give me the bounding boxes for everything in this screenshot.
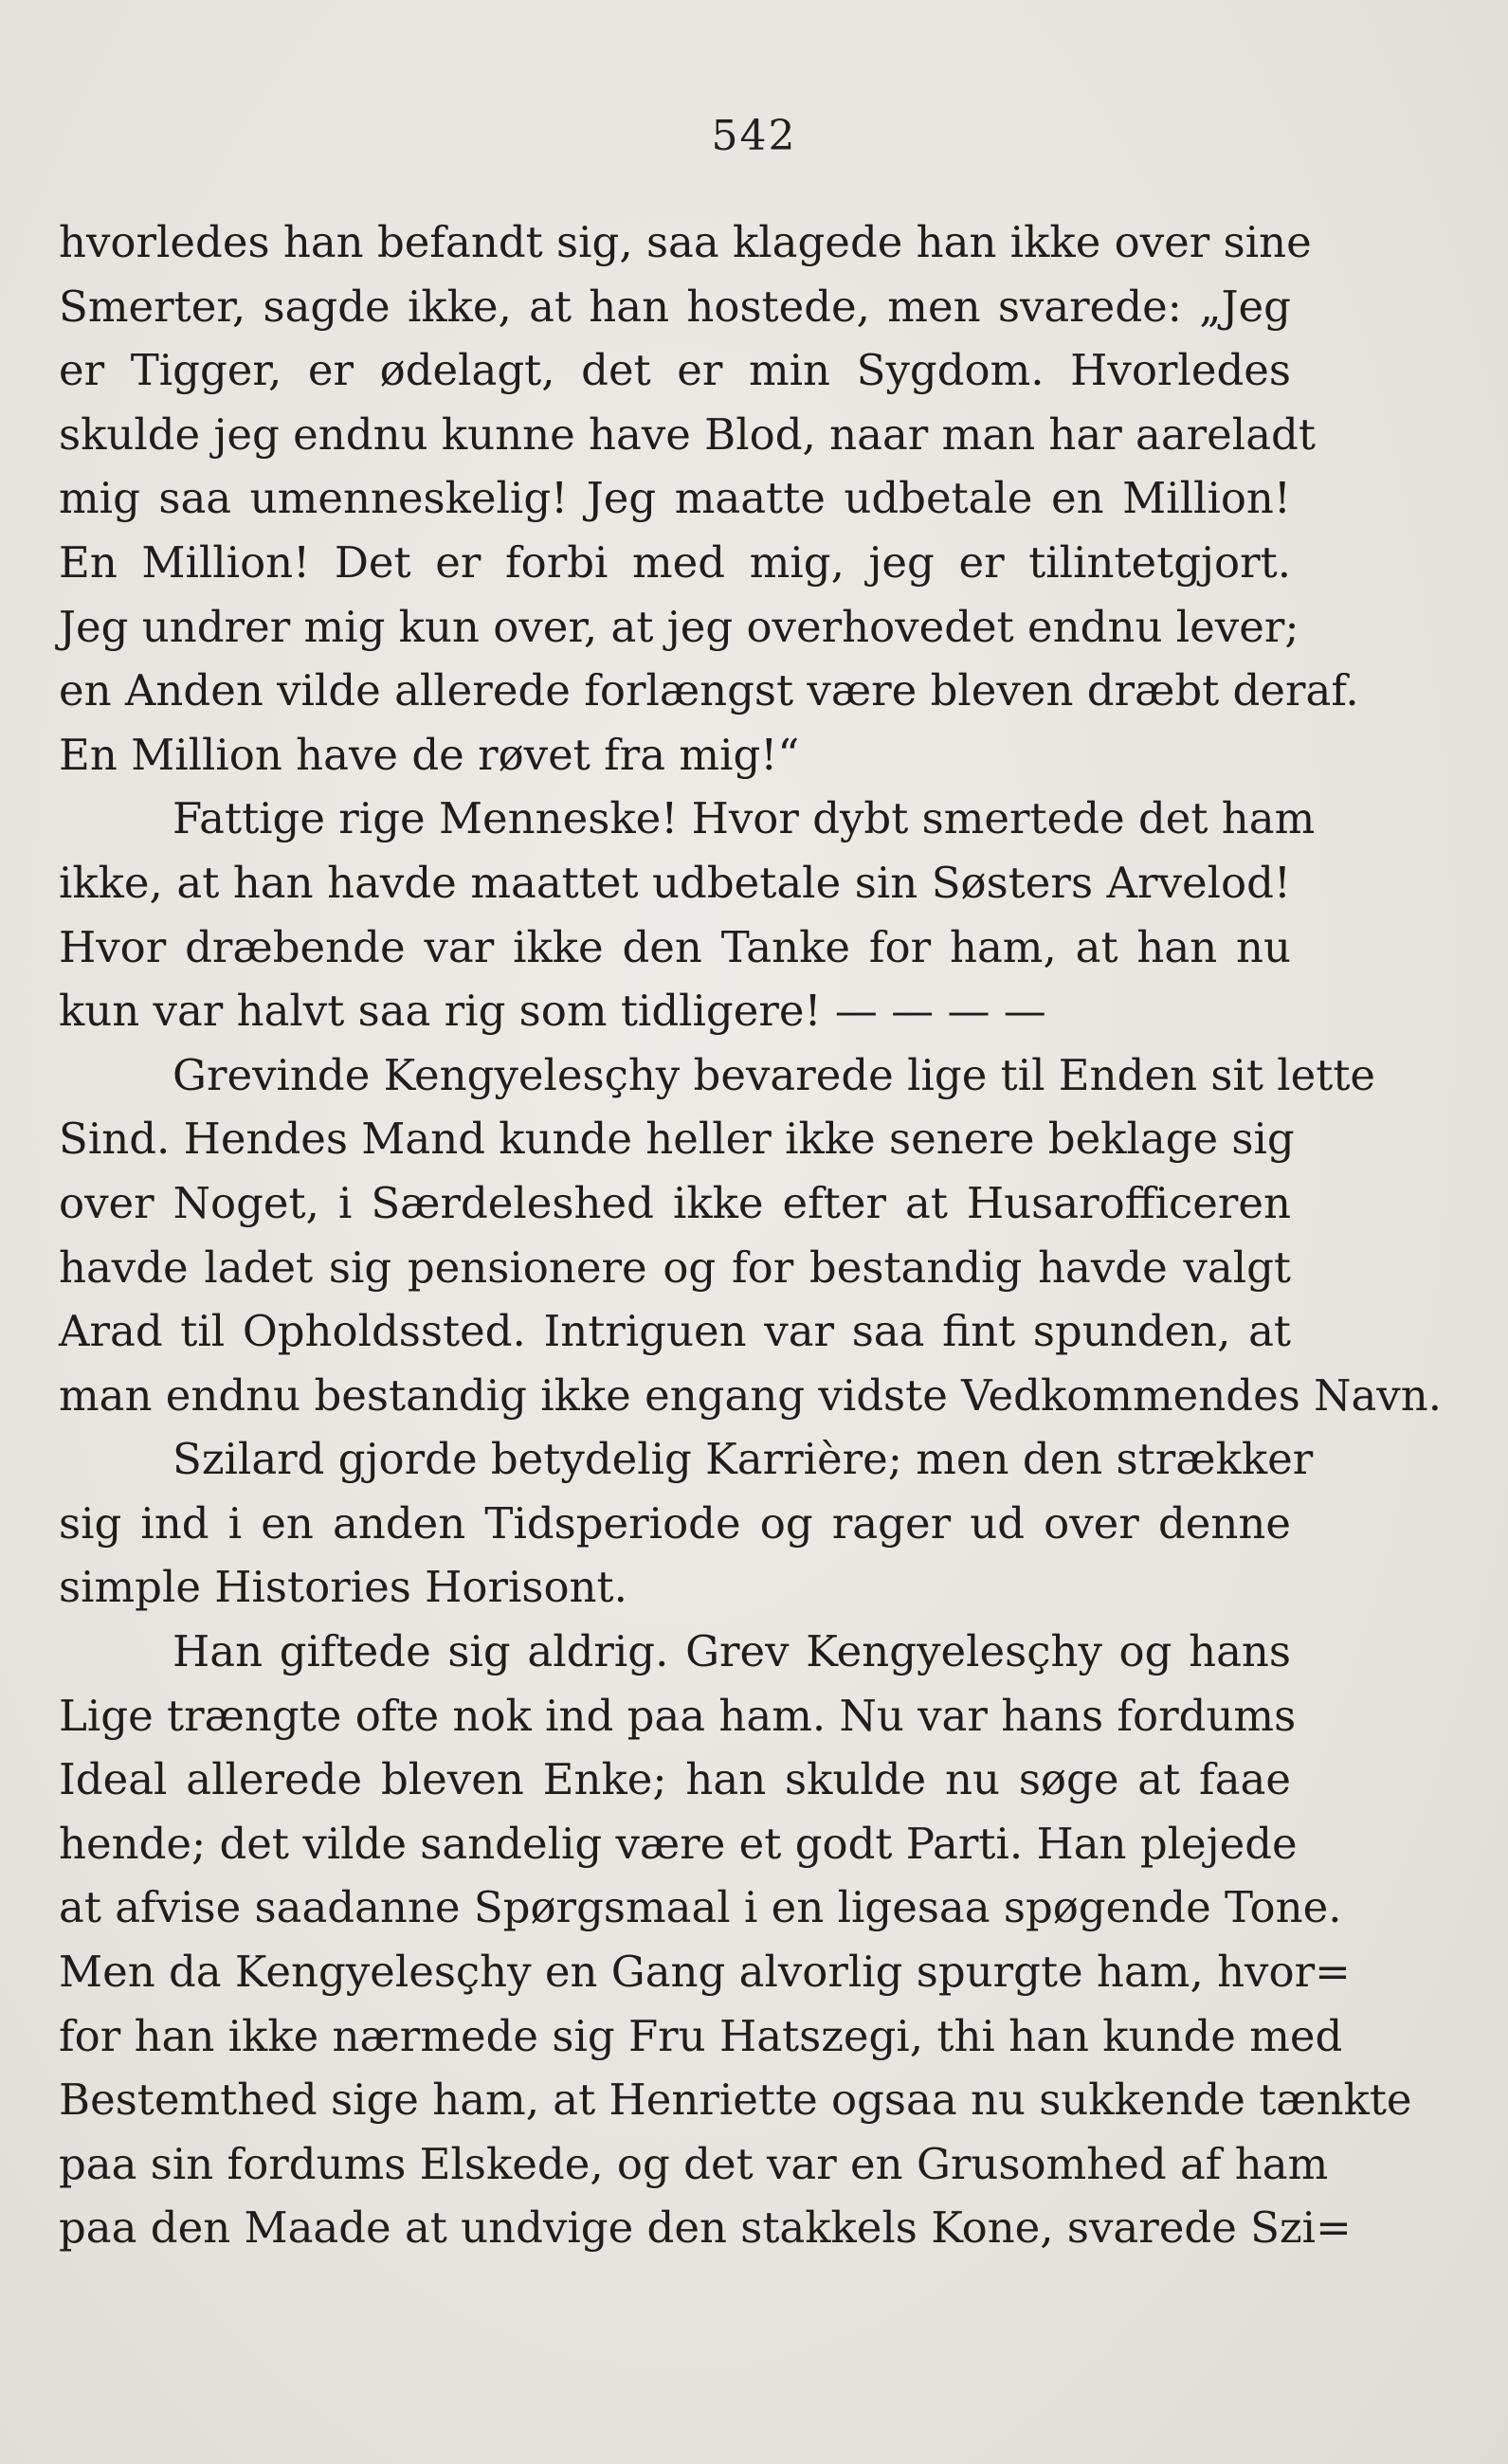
- text-line: for han ikke nærmede sig Fru Hatszegi, thi han kunde med: [59, 2010, 1343, 2061]
- text-line: havde ladet sig pensionere og for bestandig havde valgt: [59, 1241, 1291, 1293]
- text-line: Han giftede sig aldrig. Grev Kengyelesçhy og hans: [173, 1626, 1291, 1677]
- text-line: paa den Maade at undvige den stakkels Kone, svarede Szi=: [59, 2202, 1352, 2254]
- text-line: sig ind i en anden Tidsperiode og rager ud over denne: [59, 1497, 1291, 1549]
- text-line: hende; det vilde sandelig være et godt Parti. Han plejede: [59, 1818, 1298, 1869]
- text-line: en Anden vilde allerede forlængst være bleven dræbt deraf.: [59, 665, 1359, 716]
- text-line: mig saa umenneskelig! Jeg maatte udbetale en Million!: [59, 473, 1291, 524]
- text-line: paa sin fordums Elskede, og det var en Grusomhed af ham: [59, 2138, 1329, 2189]
- text-line: hvorledes han befandt sig, saa klagede han ikke over sine: [59, 217, 1312, 267]
- text-line: Lige trængte ofte nok ind paa ham. Nu var hans fordums: [59, 1690, 1297, 1741]
- text-line: En Million! Det er forbi med mig, jeg er tilintetgjort.: [59, 536, 1291, 588]
- page-number: 542: [711, 112, 797, 160]
- text-line: Men da Kengyelesçhy en Gang alvorlig spurgte ham, hvor=: [59, 1947, 1351, 1998]
- text-line: man endnu bestandig ikke engang vidste Vedkommendes Navn.: [59, 1369, 1443, 1421]
- text-line: En Million have de røvet fra mig!“: [59, 729, 800, 780]
- text-line: Grevinde Kengyelesçhy bevarede lige til Enden sit lette: [173, 1049, 1376, 1100]
- text-line: Arad til Opholdssted. Intriguen var saa fint spunden, at: [59, 1306, 1291, 1357]
- text-line: Sind. Hendes Mand kunde heller ikke senere beklage sig: [59, 1114, 1295, 1165]
- text-line: Ideal allerede bleven Enke; han skulde nu søge at faae: [59, 1754, 1291, 1805]
- text-line: at afvise saadanne Spørgsmaal i en ligesaa spøgende Tone.: [59, 1882, 1342, 1933]
- text-line: ikke, at han havde maattet udbetale sin Søsters Arvelod!: [59, 857, 1291, 908]
- text-line: simple Histories Horisont.: [59, 1562, 627, 1613]
- text-line: Bestemthed sige ham, at Henriette ogsaa nu sukkende tænkte: [59, 2074, 1412, 2126]
- text-line: Jeg undrer mig kun over, at jeg overhovedet endnu lever;: [59, 601, 1299, 652]
- text-line: Smerter, sagde ikke, at han hostede, men svarede: „Jeg: [59, 281, 1291, 332]
- text-line: er Tigger, er ødelagt, det er min Sygdom. Hvorledes: [59, 345, 1291, 396]
- text-line: kun var halvt saa rig som tidligere! — — — —: [59, 986, 1046, 1037]
- text-line: Fattige rige Menneske! Hvor dybt smertede det ham: [173, 793, 1316, 844]
- text-line: over Noget, i Særdeleshed ikke efter at Husarofficeren: [59, 1177, 1291, 1228]
- text-line: Szilard gjorde betydelig Karrière; men den strækker: [173, 1434, 1314, 1485]
- text-line: skulde jeg endnu kunne have Blod, naar man har aareladt: [59, 408, 1316, 460]
- body-text: [59, 210, 1443, 2260]
- text-line: Hvor dræbende var ikke den Tanke for ham, at han nu: [59, 921, 1291, 972]
